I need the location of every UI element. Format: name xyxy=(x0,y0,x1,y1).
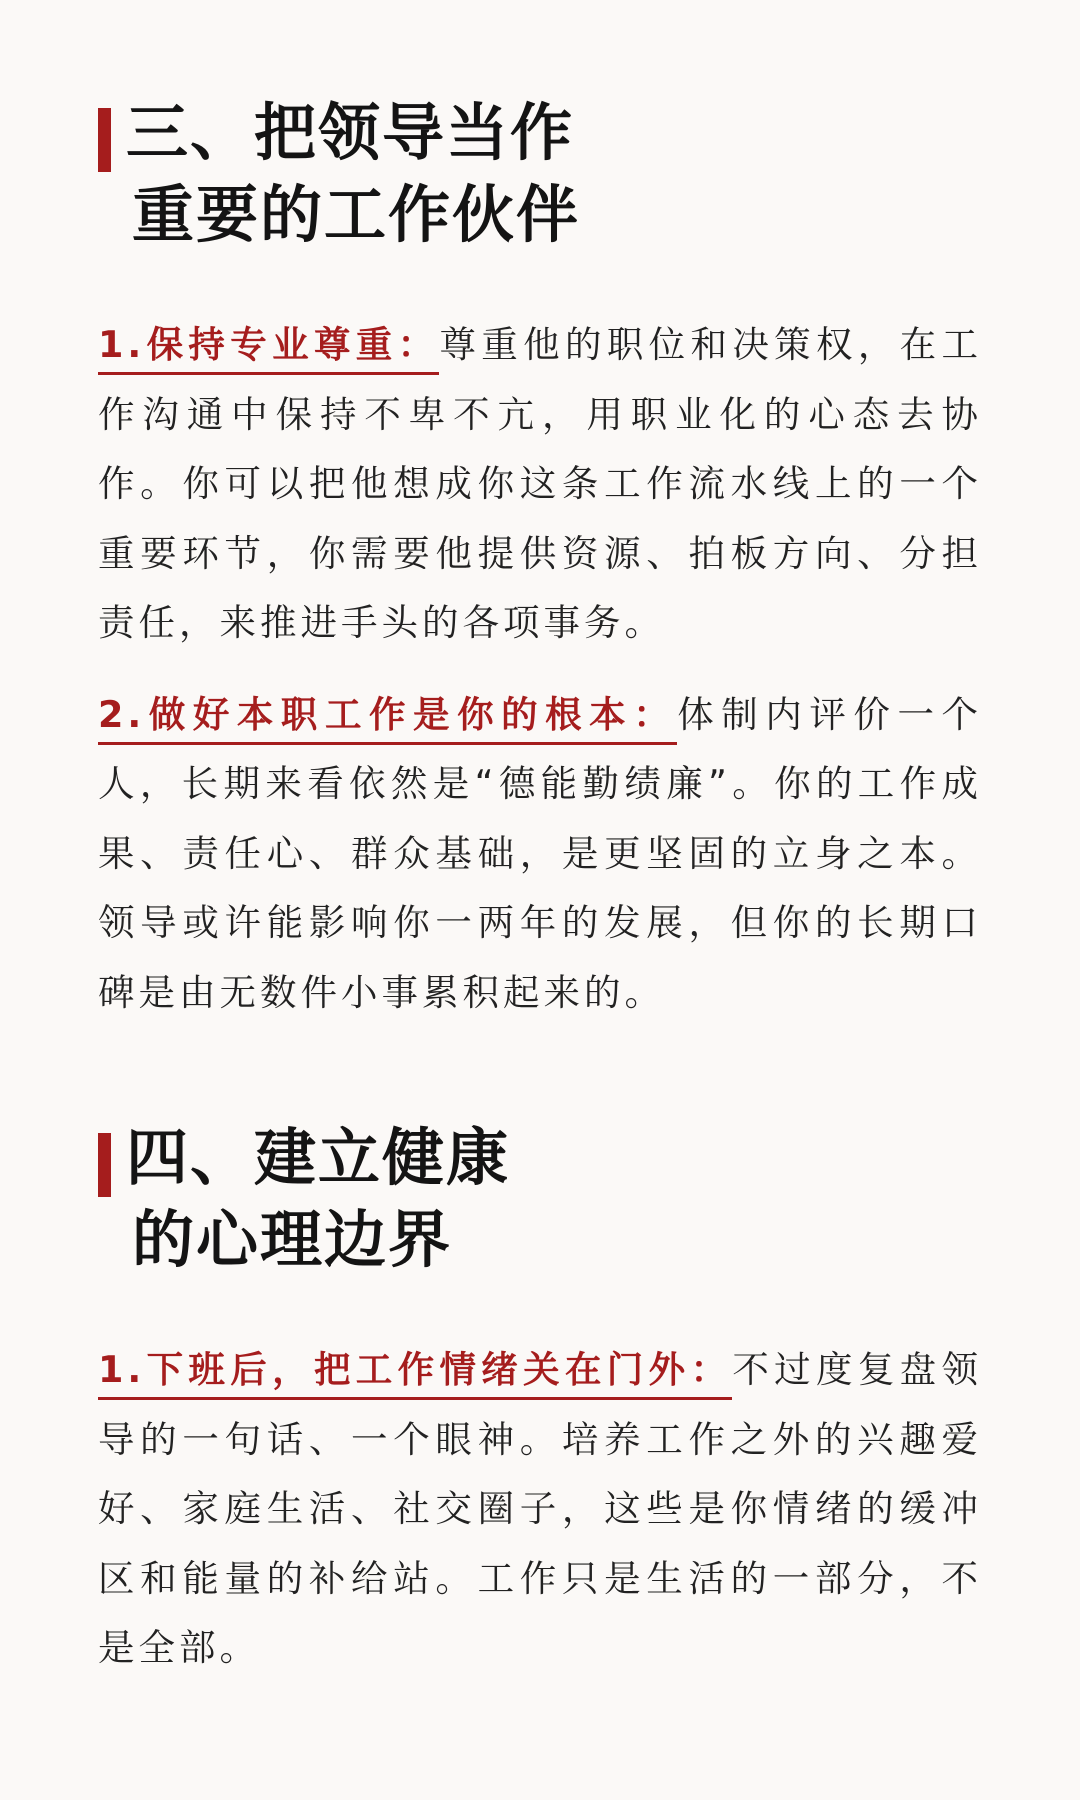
heading-line-1: 三、把领导当作 xyxy=(126,96,575,169)
section-four xyxy=(98,1117,982,1683)
section-heading xyxy=(98,92,982,256)
paragraph xyxy=(98,1335,982,1683)
paragraph-lead: 1.保持专业尊重： xyxy=(98,323,439,375)
section-three xyxy=(98,92,982,1027)
heading-accent-bar xyxy=(98,1133,111,1197)
paragraph-lead: 2.做好本职工作是你的根本： xyxy=(98,693,677,745)
paragraph-body: 体制内评价一个人，长期来看依然是“德能勤绩廉”。你的工作成果、责任心、群众基础，是更坚固的立身之本。领导或许能影响你一两年的发展，但你的长期口碑是由无数件小事累积起来的。 xyxy=(98,692,982,1014)
heading-line-1: 四、建立健康 xyxy=(126,1121,511,1194)
heading-line-2: 的心理边界 xyxy=(132,1203,453,1276)
section-heading xyxy=(98,1117,982,1281)
paragraph xyxy=(98,680,982,1028)
paragraph-body: 不过度复盘领导的一句话、一个眼神。培养工作之外的兴趣爱好、家庭生活、社交圈子，这些是你情绪的缓冲区和能量的补给站。工作只是生活的一部分，不是全部。 xyxy=(98,1348,983,1669)
paragraph-lead: 1.下班后，把工作情绪关在门外： xyxy=(98,1348,732,1400)
heading-line-2: 重要的工作伙伴 xyxy=(132,178,581,251)
paragraph xyxy=(98,310,982,658)
paragraph-body: 尊重他的职位和决策权，在工作沟通中保持不卑不亢，用职业化的心态去协作。你可以把他想成你这条工作流水线上的一个重要环节，你需要他提供资源、拍板方向、分担责任，来推进手头的各项事务。 xyxy=(98,323,983,644)
heading-accent-bar xyxy=(98,108,111,172)
